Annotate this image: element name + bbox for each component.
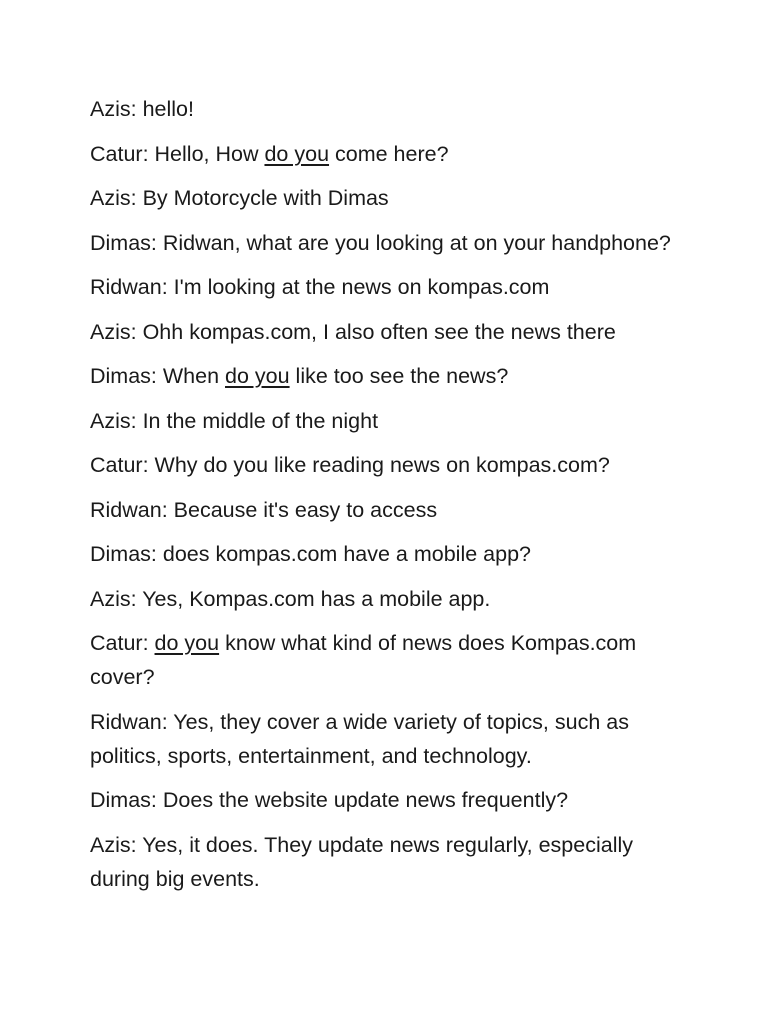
line-text: Yes, it does. They update news regularly, especially during big events. [90, 832, 633, 891]
dialogue-line [90, 404, 690, 438]
speaker-name: Ridwan [90, 709, 162, 734]
speaker-separator: : [150, 364, 163, 388]
dialogue-line [90, 359, 690, 393]
line-text: I'm looking at the news on kompas.com [173, 275, 550, 299]
dialogue-list [90, 92, 690, 906]
speaker-separator: : [150, 230, 163, 255]
speaker-name: Azis [90, 586, 131, 611]
speaker-separator: : [130, 408, 143, 433]
dialogue-line [90, 315, 690, 349]
speaker-separator: : [142, 453, 155, 477]
underlined-phrase: do you [154, 631, 220, 655]
speaker-name: Catur [90, 631, 143, 655]
line-text: Why do you like reading news on kompas.com? [154, 453, 610, 477]
speaker-name: Dimas [90, 788, 151, 812]
speaker-separator: : [130, 319, 143, 344]
speaker-separator: : [161, 709, 174, 734]
line-text: hello! [142, 97, 194, 121]
line-text: In the middle of the night [142, 408, 379, 433]
dialogue-line [90, 705, 690, 773]
speaker-separator: : [150, 788, 163, 812]
dialogue-line [90, 92, 690, 126]
line-text: Yes, they cover a wide variety of topics, such as politics, sports, entertainment, and technology. [90, 709, 629, 768]
line-text: By Motorcycle with Dimas [142, 186, 389, 210]
speaker-name: Azis [90, 97, 131, 121]
line-text: Ridwan, what are you looking at on your handphone? [162, 230, 671, 255]
dialogue-line [90, 493, 690, 527]
dialogue-line [90, 828, 690, 896]
line-text: does kompas.com have a mobile app? [162, 542, 531, 566]
line-text: Ohh kompas.com, I also often see the news there [142, 319, 616, 344]
speaker-name: Ridwan [90, 275, 162, 299]
speaker-name: Ridwan [90, 497, 162, 522]
dialogue-line [90, 181, 690, 215]
speaker-separator: : [130, 586, 143, 611]
line-text-rest: know what kind of news does Kompas.com cover? [90, 631, 637, 689]
speaker-separator: : [161, 497, 174, 522]
dialogue-line [90, 626, 690, 694]
speaker-name: Catur [90, 141, 143, 166]
line-text-rest: come here? [329, 141, 449, 166]
dialogue-line [90, 270, 690, 304]
speaker-separator: : [130, 97, 143, 121]
speaker-name: Azis [90, 319, 131, 344]
dialogue-line [90, 783, 690, 817]
dialogue-line [90, 226, 690, 260]
speaker-separator: : [142, 631, 155, 655]
speaker-name: Dimas [90, 364, 151, 388]
dialogue-line [90, 582, 690, 616]
dialogue-line [90, 537, 690, 571]
speaker-separator: : [130, 186, 143, 210]
speaker-name: Azis [90, 408, 131, 433]
underlined-phrase: do you [264, 141, 330, 166]
speaker-separator: : [161, 275, 174, 299]
line-text: Because it's easy to access [173, 497, 438, 522]
dialogue-line [90, 137, 690, 171]
line-text: Does the website update news frequently? [162, 788, 569, 812]
line-text-rest: like too see the news? [289, 364, 509, 388]
speaker-separator: : [142, 141, 155, 166]
speaker-separator: : [150, 542, 163, 566]
line-text: When [162, 364, 226, 388]
line-text: Hello, How [154, 141, 265, 166]
speaker-name: Dimas [90, 230, 151, 255]
speaker-name: Dimas [90, 542, 151, 566]
speaker-name: Azis [90, 832, 131, 857]
dialogue-line [90, 448, 690, 482]
line-text: Yes, Kompas.com has a mobile app. [142, 586, 491, 611]
speaker-name: Azis [90, 186, 131, 210]
speaker-name: Catur [90, 453, 143, 477]
underlined-phrase: do you [225, 364, 290, 388]
speaker-separator: : [130, 832, 143, 857]
